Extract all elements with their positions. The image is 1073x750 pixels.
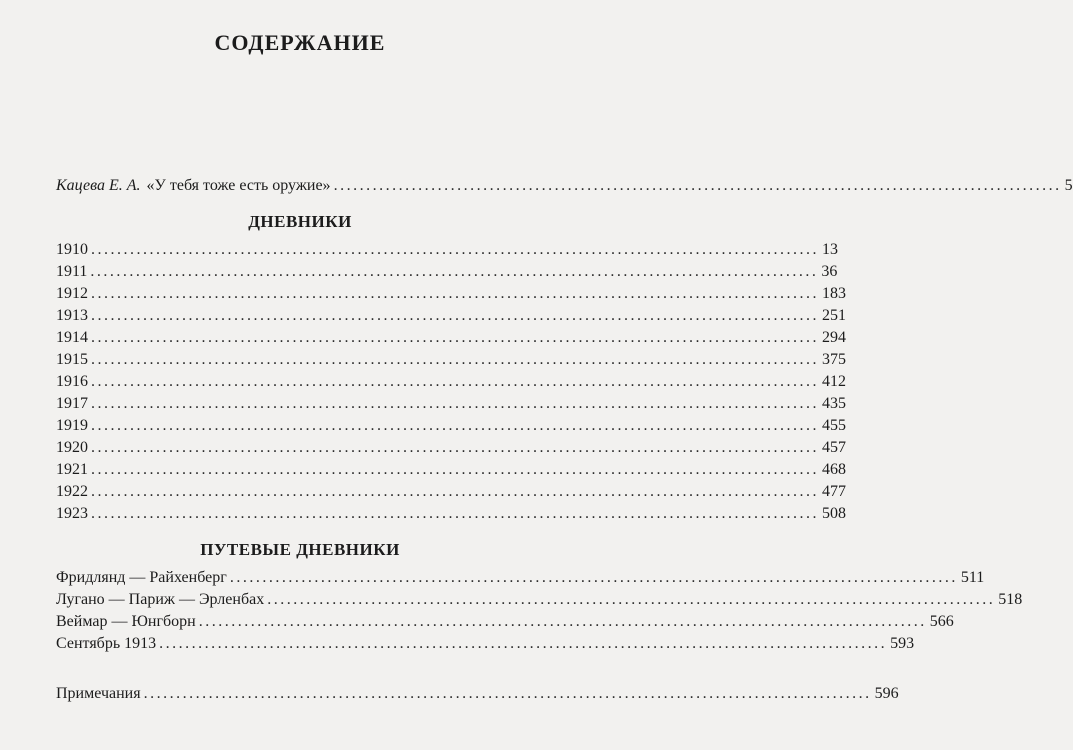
toc-entry-label: «У тебя тоже есть оружие» [146,177,331,194]
section-heading-travel-diaries: ПУТЕВЫЕ ДНЕВНИКИ [200,540,400,559]
toc-entry-page: 511 [960,569,985,586]
toc-entry-1913[interactable] [56,306,846,326]
toc-entry-label: 1913 [56,307,88,324]
toc-entry-page: 294 [822,329,846,346]
dot-leader: ................................................................................................................ [143,685,872,702]
dot-leader: ................................................................................................................ [91,307,819,324]
toc-entry-label: Лугано — Париж — Эрленбах [56,591,265,608]
dot-leader: ................................................................................................................ [91,461,819,478]
toc-entry-label: 1920 [56,439,88,456]
toc-entry-page: 508 [822,505,846,522]
toc-entry-label: 1915 [56,351,88,368]
dot-leader: ................................................................................................................ [91,351,819,368]
dot-leader: ................................................................................................................ [90,263,819,280]
dot-leader: ................................................................................................................ [91,505,819,522]
dot-leader: ................................................................................................................ [91,285,819,302]
toc-entry-page: 36 [821,263,838,280]
toc-entry-label: 1910 [56,241,88,258]
toc-entry-label: Примечания [56,685,141,702]
toc-entry-page: 5 [1064,177,1073,194]
toc-entry-label: 1921 [56,461,88,478]
toc-entry-page: 435 [822,395,846,412]
toc-entry-page: 477 [822,483,846,500]
dot-leader: ................................................................................................................ [91,483,819,500]
dot-leader: ................................................................................................................ [91,395,819,412]
section-heading-diaries: ДНЕВНИКИ [248,212,352,231]
toc-entry-label: 1922 [56,483,88,500]
toc-entry-travel-4[interactable] [56,634,915,654]
toc-entry-1923[interactable] [56,504,846,524]
toc-entry-page: 468 [822,461,846,478]
toc-entry-1922[interactable] [56,482,846,502]
toc-entry-1919[interactable] [56,416,846,436]
dot-leader: ................................................................................................................ [267,591,996,608]
toc-entry-label: 1916 [56,373,88,390]
toc-entry-travel-3[interactable] [56,612,954,632]
toc-entry-1916[interactable] [56,372,846,392]
toc-entry-label: 1917 [56,395,88,412]
toc-entry-page: 251 [822,307,846,324]
toc-entry-page: 518 [998,591,1023,608]
toc-entry-label: Фридлянд — Райхенберг [56,569,227,586]
toc-entry-1912[interactable] [56,284,846,304]
dot-leader: ................................................................................................................ [91,373,819,390]
page-title: СОДЕРЖАНИЕ [214,30,386,55]
toc-entry-page: 375 [822,351,846,368]
toc-entry-label: 1911 [56,263,88,280]
toc-entry-page: 593 [890,635,915,652]
toc-entry-1921[interactable] [56,460,846,480]
toc-entry-page: 183 [822,285,846,302]
dot-leader: ................................................................................................................ [91,439,819,456]
toc-entry-1917[interactable] [56,394,846,414]
dot-leader: ................................................................................................................ [91,329,819,346]
dot-leader: ................................................................................................................ [91,417,819,434]
dot-leader: ................................................................................................................ [91,241,819,258]
toc-entry-label: 1914 [56,329,88,346]
toc-entry-travel-1[interactable] [56,568,985,588]
toc-entry-1915[interactable] [56,350,846,370]
toc-entry-1914[interactable] [56,328,846,348]
dot-leader: ................................................................................................................ [198,613,927,630]
toc-entry-notes[interactable] [56,684,899,704]
toc-entry-page: 596 [874,685,899,702]
toc-entry-label: Веймар — Юнгборн [56,613,196,630]
toc-entry-1911[interactable] [56,262,838,282]
toc-entry-1920[interactable] [56,438,846,458]
toc-entry-page: 457 [822,439,846,456]
toc-entry-intro[interactable] [56,176,1073,196]
toc-entry-label: 1919 [56,417,88,434]
dot-leader: ................................................................................................................ [229,569,958,586]
toc-entry-author: Кацева Е. А. [56,177,141,194]
dot-leader: ................................................................................................................ [159,635,888,652]
toc-entry-page: 412 [822,373,846,390]
toc-entry-label: 1912 [56,285,88,302]
toc-entry-page: 566 [929,613,954,630]
toc-entry-label: Сентябрь 1913 [56,635,157,652]
toc-entry-label: 1923 [56,505,88,522]
toc-entry-page: 455 [822,417,846,434]
dot-leader: ................................................................................................................ [333,177,1062,194]
toc-entry-page: 13 [822,241,838,258]
toc-entry-1910[interactable] [56,240,838,260]
toc-entry-travel-2[interactable] [56,590,1023,610]
